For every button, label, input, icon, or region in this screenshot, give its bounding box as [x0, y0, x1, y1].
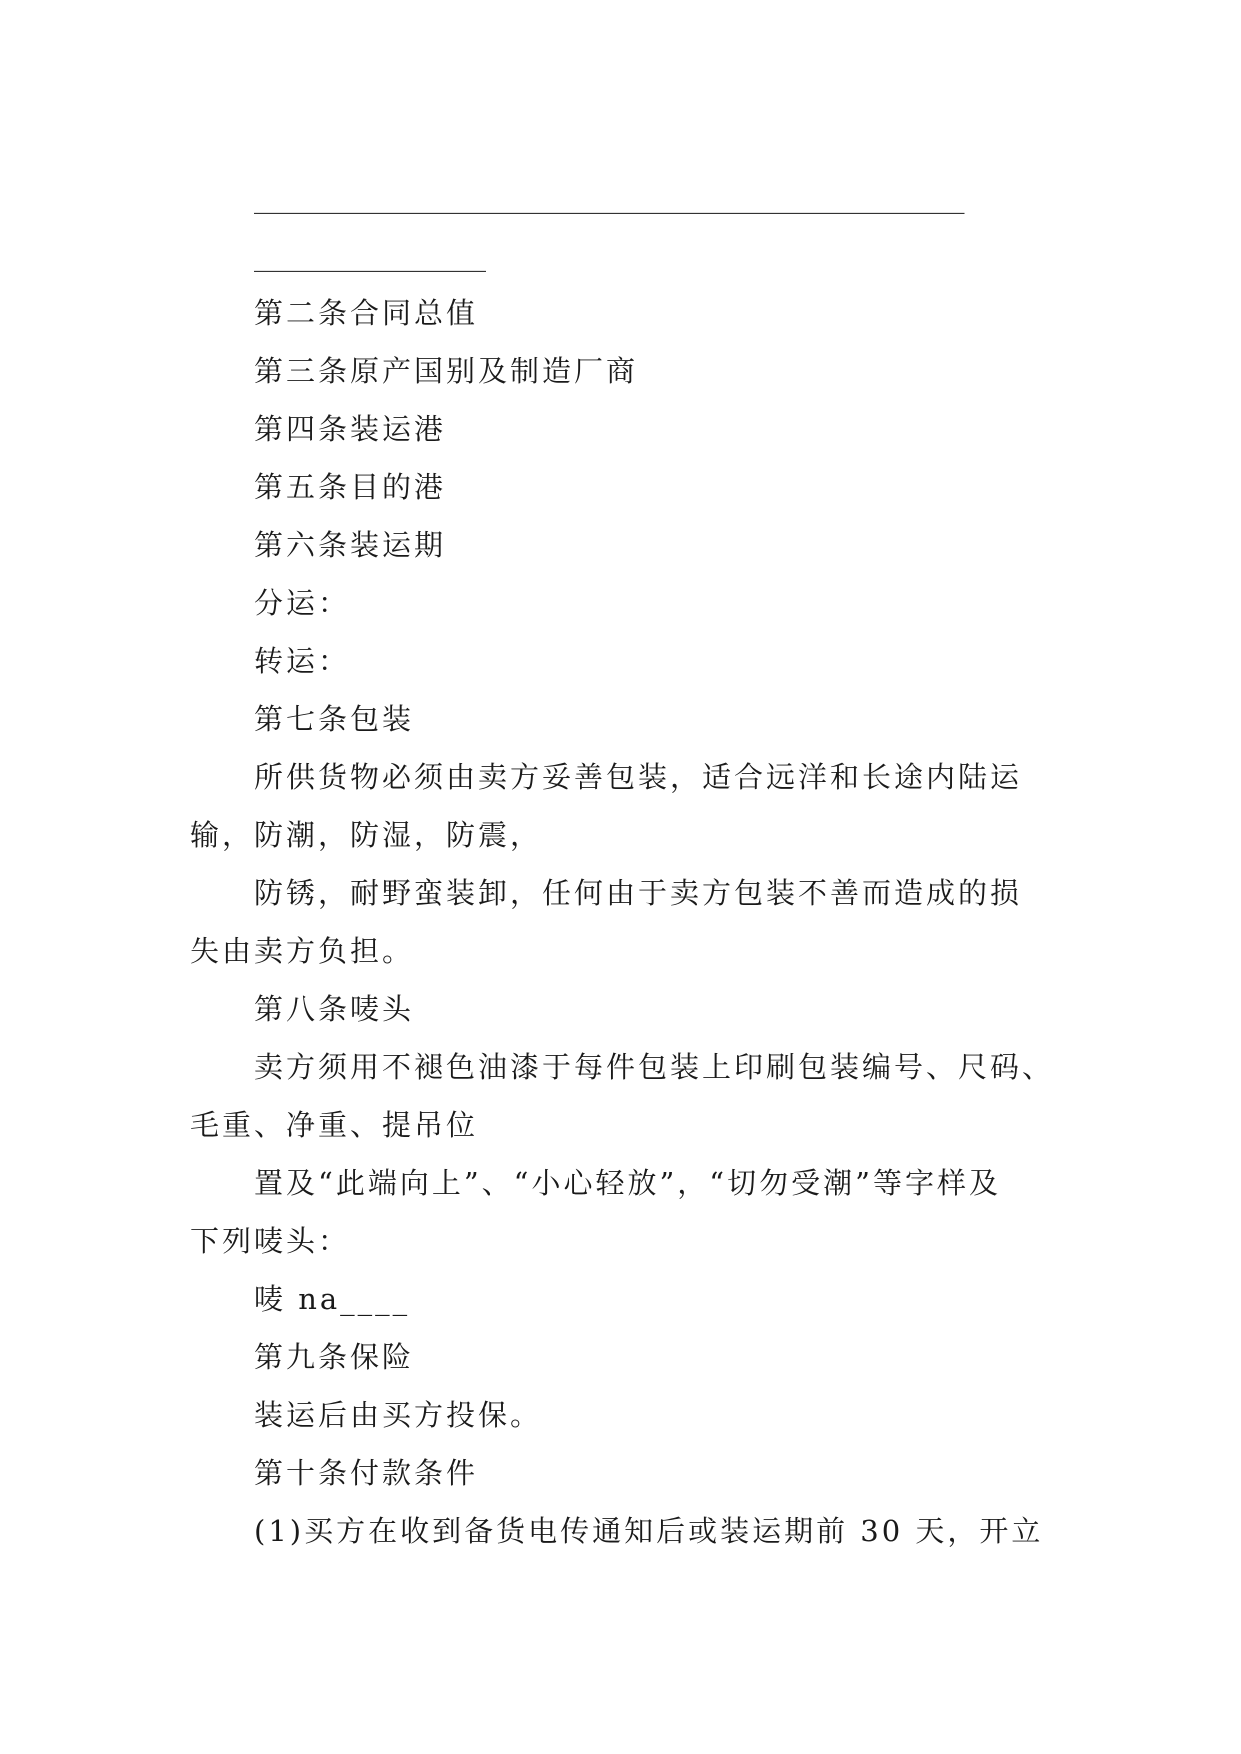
document-body — [190, 168, 1055, 1560]
blank-fill-line: ________________ — [254, 238, 486, 272]
clause-text: 所供货物必须由卖方妥善包装，适合远洋和长途内陆运 — [254, 760, 1023, 794]
clause-text: 转运： — [254, 644, 351, 678]
clause-text-continued: 下列唛头： — [190, 1224, 351, 1258]
article-heading: 第十条付款条件 — [254, 1456, 479, 1490]
blank-fill-line: _________________________________________________ — [254, 180, 965, 214]
clause-text: 置及“此端向上”、“小心轻放”，“切勿受潮”等字样及 — [254, 1166, 1001, 1200]
article-heading: 第七条包装 — [254, 702, 415, 736]
clause-text: 防锈，耐野蛮装卸，任何由于卖方包装不善而造成的损 — [254, 876, 1023, 910]
article-heading: 第六条装运期 — [254, 528, 447, 562]
article-heading: 第九条保险 — [254, 1340, 415, 1374]
clause-text-continued: 失由卖方负担。 — [190, 934, 415, 968]
article-heading: 第五条目的港 — [254, 470, 447, 504]
clause-text: 分运： — [254, 586, 351, 620]
article-heading: 第四条装运港 — [254, 412, 447, 446]
clause-text-continued: 输，防潮，防湿，防震， — [190, 818, 543, 852]
clause-text: (1)买方在收到备货电传通知后或装运期前 30 天，开立 — [254, 1514, 1044, 1548]
clause-text-continued: 毛重、净重、提吊位 — [190, 1108, 479, 1142]
clause-text: 装运后由买方投保。 — [254, 1398, 543, 1432]
article-heading: 第二条合同总值 — [254, 296, 479, 330]
article-heading: 第三条原产国别及制造厂商 — [254, 354, 639, 388]
clause-text: 卖方须用不褪色油漆于每件包装上印刷包装编号、尺码、 — [254, 1050, 1055, 1084]
clause-text: 唛 na____ — [254, 1282, 411, 1316]
article-heading: 第八条唛头 — [254, 992, 415, 1026]
